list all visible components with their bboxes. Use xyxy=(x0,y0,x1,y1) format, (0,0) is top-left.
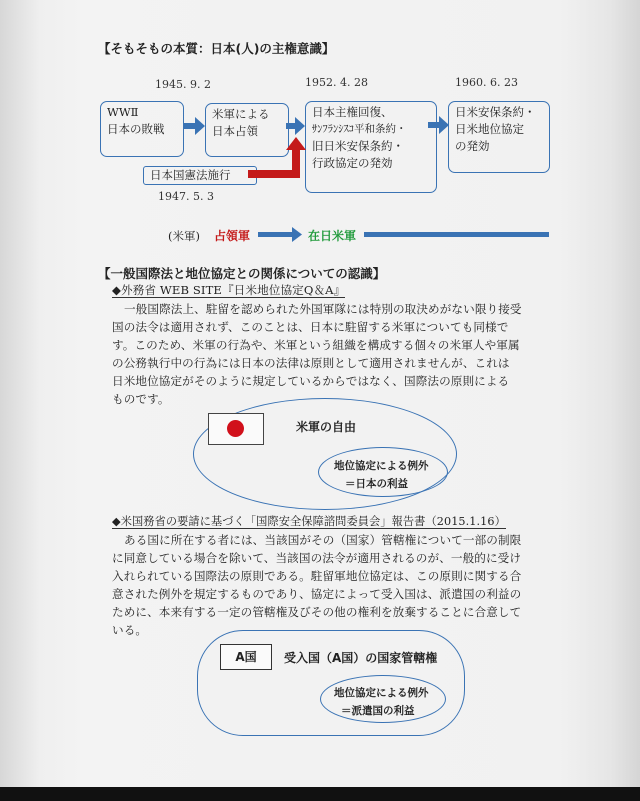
box-treaty-line2: 日米地位協定 xyxy=(455,122,524,136)
para2-line5: ために、本来有する一定の管轄権及びその他の権利を放棄することに合意して xyxy=(112,605,522,619)
para1-line4: の公務執行中の行為には日本の法律は原則として適用されませんが、これは xyxy=(112,356,510,370)
box-treaty-line3: の発効 xyxy=(455,139,490,153)
para2-line2: に同意している場合を除いて、当該国の法令が適用されるのが、一般的に受け xyxy=(112,551,522,565)
para1-line6: ものです。 xyxy=(112,392,170,406)
diagram2-inner-line2: ＝派遣国の利益 xyxy=(341,705,415,717)
para1-line5: 日米地位協定がそのように規定しているからではなく、国際法の原則による xyxy=(112,374,510,388)
constitution-label: 日本国憲法施行 xyxy=(150,168,231,182)
section2-heading: 【一般国際法と地位協定との関係についての認識】 xyxy=(98,266,386,281)
stationed-army-label: 在日米軍 xyxy=(308,229,357,243)
japan-flag xyxy=(208,413,264,445)
box-ww2-line1: WWⅡ xyxy=(107,105,139,119)
para1-line3: す。このため、米軍の行為や、米軍という組織を構成する個々の米軍人や軍属 xyxy=(112,338,520,352)
legend-line-green xyxy=(364,232,549,237)
source-state-dept xyxy=(112,513,506,531)
bottom-bar xyxy=(0,787,640,801)
box-sovereignty-line4: 行政協定の発効 xyxy=(312,156,393,170)
date-1960: 1960. 6. 23 xyxy=(455,76,518,89)
blue-arrow-1 xyxy=(184,117,205,135)
date-1947: 1947. 5. 3 xyxy=(158,190,214,203)
para2-line1: ある国に所在する者には、当該国がその（国家）管轄権について一部の制限 xyxy=(124,533,522,547)
source-state-dept-text: ◆米国務省の要請に基づく「国際安全保障諮問委員会」報告書（2015.1.16） xyxy=(112,515,506,528)
box-sovereignty-line1: 日本主権回復、 xyxy=(312,105,393,119)
para2-line4: 意された例外を規定するものであり、協定によって受入国は、派遣国の利益の xyxy=(112,587,522,601)
blue-arrow-2 xyxy=(286,117,305,135)
occupation-army-label: 占領軍 xyxy=(214,229,251,243)
red-arrow-constitution xyxy=(248,137,306,178)
blue-arrow-3 xyxy=(428,116,449,134)
para1-line1: 一般国際法上、駐留を認められた外国軍隊には特別の取決めがない限り接受 xyxy=(124,302,522,316)
box-treaty-line1: 日米安保条約・ xyxy=(455,105,536,119)
diagram1-title: 米軍の自由 xyxy=(296,420,357,434)
para2-line6: いる。 xyxy=(112,623,148,637)
timeline-arrows xyxy=(0,0,640,260)
para2-line3: 入れられている国際法の原則である。駐留軍地位協定は、この原則に関する合 xyxy=(112,569,522,583)
flag-red-circle xyxy=(227,420,244,437)
date-1945: 1945. 9. 2 xyxy=(155,78,211,91)
us-army-label: (米軍) xyxy=(168,229,200,243)
box-sovereignty-line3: 旧日米安保条約・ xyxy=(312,139,404,153)
box-occupation-line1: 米軍による xyxy=(212,107,270,121)
box-sovereignty-line2: ｻﾝﾌﾗﾝｼｽｺ平和条約・ xyxy=(312,123,407,135)
diagram2-inner-line1: 地位協定による例外 xyxy=(334,687,429,699)
diagram1-inner-line2: ＝日本の利益 xyxy=(345,478,408,490)
para1-line2: 国の法令は適用されず、このことは、日本に駐留する米軍についても同様で xyxy=(112,320,509,334)
diagram2-title: 受入国（A国）の国家管轄権 xyxy=(284,651,438,665)
source-mofa xyxy=(112,282,345,300)
date-1952: 1952. 4. 28 xyxy=(305,76,368,89)
box-ww2-line2: 日本の敗戦 xyxy=(107,122,165,136)
source-mofa-text: ◆外務省 WEB SITE『日米地位協定Q＆A』 xyxy=(112,283,346,297)
legend-arrow-blue xyxy=(258,227,302,242)
box-occupation-line2: 日本占領 xyxy=(212,124,258,138)
country-a-box: A国 xyxy=(220,644,272,670)
diagram1-inner-line1: 地位協定による例外 xyxy=(334,460,429,472)
section1-heading: 【そもそもの本質：日本(人)の主権意識】 xyxy=(98,41,335,56)
